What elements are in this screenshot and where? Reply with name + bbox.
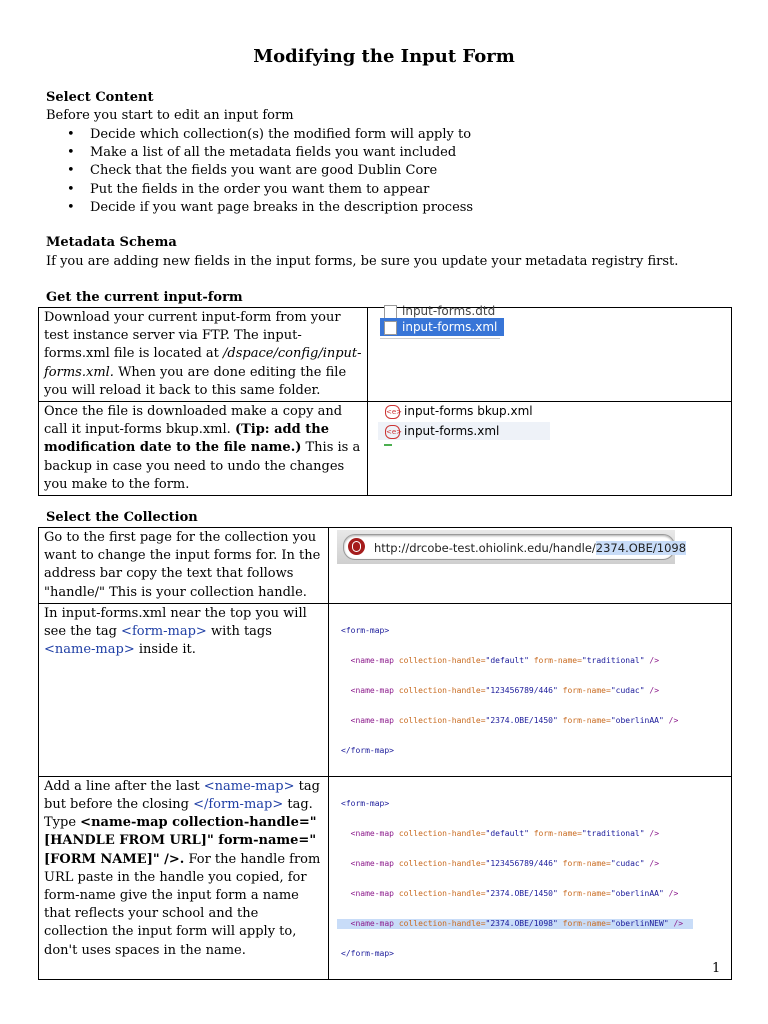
table-cell: In input-forms.xml near the top you will see the tag <form-map> with tags <name-map> inside it. (39, 603, 329, 776)
inline-tag: <form-map> (121, 624, 207, 640)
code-snippet (329, 604, 731, 776)
code-line: </form-map> (341, 745, 394, 755)
xml-file-icon: <e> (385, 425, 400, 439)
get-form-heading: Get the current input-form (46, 290, 243, 305)
url-handle-selection: 2374.OBE/1098 (595, 541, 687, 555)
file-item: input-forms.dtd (380, 302, 504, 320)
table-cell: Go to the first page for the collection you want to change the input forms for. In the address bar copy the text that follows "handle/" This is your collection handle. (39, 528, 329, 604)
code-line: <form-map> (341, 625, 390, 635)
list-item: • Decide if you want page breaks in the description process (46, 199, 473, 217)
metadata-schema-heading: Metadata Schema (46, 235, 177, 250)
url-text: http://drcobe-test.ohiolink.edu/handle/2374.OBE/1098 (374, 541, 687, 555)
file-item-selected[interactable]: input-forms.xml (380, 318, 504, 336)
inline-tag: <name-map> (44, 642, 135, 658)
cursor-mark (384, 444, 392, 446)
metadata-schema-text: If you are adding new fields in the input forms, be sure you update your metadata registry first. (46, 254, 679, 269)
select-content-heading: Select Content (46, 90, 154, 105)
select-collection-heading: Select the Collection (46, 510, 198, 525)
code-line: <name-map collection-handle="2374.OBE/1450" form-name="oberlinAA" /> (350, 888, 679, 898)
site-favicon-icon (348, 538, 365, 555)
table-cell (329, 528, 732, 604)
file-list-screenshot (368, 304, 731, 398)
file-list-screenshot (368, 402, 731, 492)
code-snippet (329, 777, 731, 979)
file-item[interactable]: <e> input-forms.xml (378, 422, 550, 440)
get-form-table (38, 304, 732, 496)
code-instruction: <name-map collection-handle="[HANDLE FROM URL]" form-name="[FORM NAME]" />. (44, 815, 317, 867)
select-content-list (46, 126, 473, 217)
code-line: </form-map> (341, 948, 394, 958)
table-cell: Add a line after the last <name-map> tag but before the closing </form-map> tag. Type <name-map collection-handle="[HANDLE FROM URL]" form-name="[FORM NAME]" />. For the handle from URL paste in the handle you copied, for form-name give the input form a name that reflects your school and the collection the input form will apply to, don't uses spaces in the name. (39, 776, 329, 979)
inline-tag: <name-map> (203, 778, 295, 794)
table-cell (368, 402, 732, 496)
select-collection-table (38, 527, 732, 980)
table-cell: Once the file is downloaded make a copy and call it input-forms bkup.xml. (Tip: add the modification date to the file name.) This is a backup in case you need to undo the changes you make to the form. (39, 402, 368, 496)
file-item[interactable]: <e> input-forms bkup.xml (386, 404, 533, 419)
list-item: • Make a list of all the metadata fields you want included (46, 144, 473, 162)
divider (380, 338, 500, 342)
browser-screenshot (329, 528, 731, 600)
page-number: 1 (712, 961, 721, 976)
list-item: • Decide which collection(s) the modified form will apply to (46, 126, 473, 144)
table-cell (368, 304, 732, 402)
code-line: <form-map> (341, 798, 390, 808)
select-content-intro: Before you start to edit an input form (46, 108, 294, 123)
list-item: • Put the fields in the order you want them to appear (46, 181, 473, 199)
code-line: <name-map collection-handle="2374.OBE/1450" form-name="oberlinAA" /> (350, 715, 679, 725)
code-line: <name-map collection-handle="default" form-name="traditional" /> (350, 655, 660, 665)
file-icon (384, 305, 397, 319)
file-icon (384, 321, 397, 335)
table-cell (329, 776, 732, 979)
table-cell (329, 603, 732, 776)
code-line: <name-map collection-handle="123456789/446" form-name="cudac" /> (350, 685, 660, 695)
table-cell: Download your current input-form from your test instance server via FTP. The input-forms.xml file is located at /dspace/config/input-forms.xml. When you are done editing the file you will reload it back to this same folder. (39, 308, 368, 402)
code-line-highlighted: <name-map collection-handle="2374.OBE/1098" form-name="oberlinNEW" /> (337, 919, 693, 929)
code-line: <name-map collection-handle="123456789/446" form-name="cudac" /> (350, 858, 660, 868)
xml-file-icon: <e> (385, 405, 400, 419)
page-title: Modifying the Input Form (253, 46, 515, 67)
file-path: /dspace/config/input-forms.xml. (44, 346, 362, 380)
list-item: • Check that the fields you want are good Dublin Core (46, 162, 473, 180)
address-bar[interactable] (343, 534, 687, 560)
inline-tag: </form-map> (193, 797, 284, 813)
code-line: <name-map collection-handle="default" form-name="traditional" /> (350, 828, 660, 838)
